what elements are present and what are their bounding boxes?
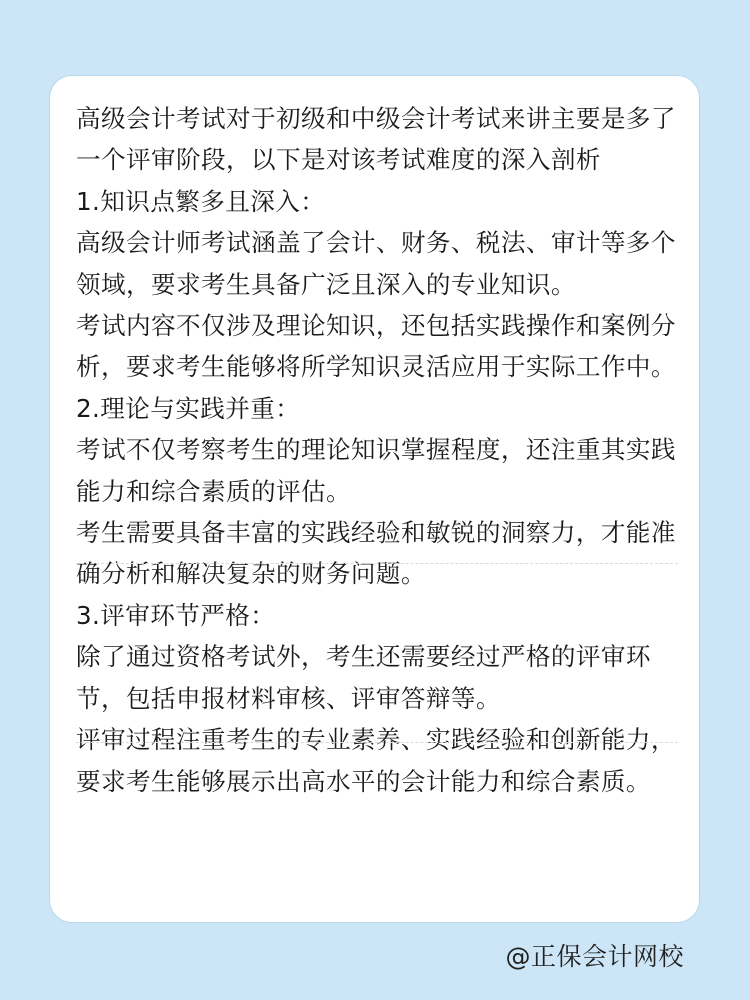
- section-paragraph: 评审过程注重考生的专业素养、实践经验和创新能力，要求考生能够展示出高水平的会计能力和综合素质。: [76, 725, 676, 796]
- watermark-text: @正保会计网校: [505, 942, 684, 971]
- section-paragraph: 考试内容不仅涉及理论知识，还包括实践操作和案例分析，要求考生能够将所学知识灵活应用于实际工作中。: [76, 311, 676, 382]
- section-heading: 1.知识点繁多且深入：: [76, 186, 326, 216]
- section-paragraph: 考生需要具备丰富的实践经验和敏锐的洞察力，才能准确分析和解决复杂的财务问题。: [76, 518, 676, 589]
- section-paragraph: 高级会计师考试涵盖了会计、财务、税法、审计等多个领域，要求考生具备广泛且深入的专业知识。: [76, 228, 676, 299]
- section-heading: 3.评审环节严格：: [76, 600, 276, 630]
- dashed-divider: [76, 563, 678, 564]
- section-heading: 2.理论与实践并重：: [76, 393, 301, 423]
- content-card: [50, 76, 699, 922]
- section-paragraph: 考试不仅考察考生的理论知识掌握程度，还注重其实践能力和综合素质的评估。: [76, 435, 676, 506]
- article-body: [76, 98, 681, 802]
- intro-paragraph: 高级会计考试对于初级和中级会计考试来讲主要是多了一个评审阶段，以下是对该考试难度的深入剖析: [76, 104, 676, 175]
- dashed-divider: [76, 742, 678, 743]
- section-paragraph: 除了通过资格考试外，考生还需要经过严格的评审环节，包括申报材料审核、评审答辩等。: [76, 642, 651, 713]
